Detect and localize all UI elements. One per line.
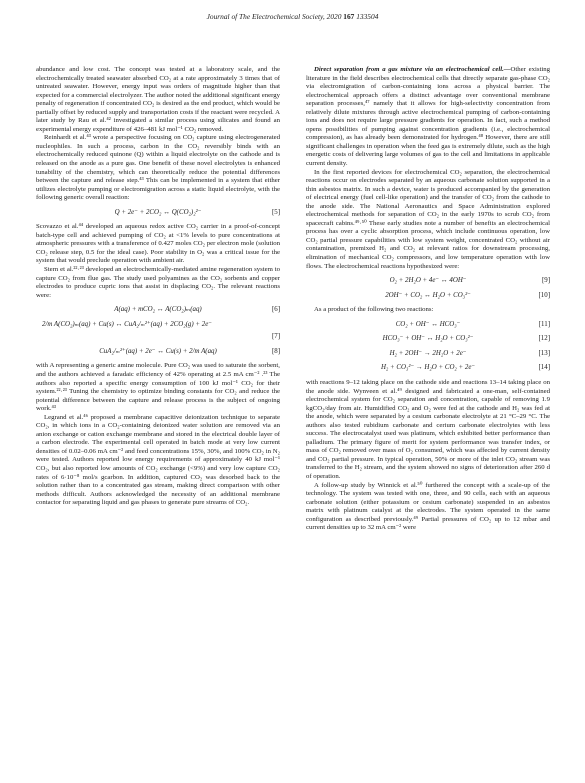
journal-volume: 167 bbox=[343, 12, 355, 21]
paragraph: abundance and low cost. The concept was tested at a laboratory scale, and the electrochemically treated seawater absorbed CO₂ at a rate approximately 3 times that of untreated seawater. However, energy input was orders of magnitude higher than that expected for a commercial electrolyzer. The author noted the additional significant energy penalty of regeneration if concentrated CO₂ is desired as the end product, which would be partially offset by reduced supply and transportation costs if the reactant were recycled. A later study by Rau et al.⁴² investigated a similar process using silicates and found an experimental energy expenditure of 426–481 kJ mol⁻¹ CO₂ removed. bbox=[36, 66, 280, 133]
equation-body: H₂ + CO₃²⁻ → H₂O + CO₂ + 2e⁻ bbox=[380, 364, 476, 372]
paragraph-text: Other existing literature in the field describes electrochemical cells that directly separate gas-phase CO₂ via electromigration of carbon-containing ions across a physical barrier. The electrochemical approach offers a distinct advantage over conventional membrane separation processes,⁴⁷ namely that it allows for high-selectivity concentration from relatively dilute mixtures through active electrochemical pumping of carbon-containing ions and does not require large pressure gradients for operation. In fact, such a method opens possibilities of pumping against concentration gradients (i.e., electrochemical compression), as has already been demonstrated for hydrogen.⁴⁸ However, there are still significant challenges in operation when the feed gas is extremely dilute, such as the high energetic costs of delivering large volumes of gas to the cell and limitations in applicable current density. bbox=[306, 66, 550, 168]
equation-8 bbox=[36, 348, 280, 357]
equation-number: [5] bbox=[271, 208, 280, 216]
paragraph: with reactions 9–12 taking place on the cathode side and reactions 13–14 taking place on the anode side. Wynveen et al.⁴⁹ designed and fabricated a one-man, self-contained electrochemical system for CO₂ separation and concentration, capable of removing 1.9 kgCO₂/day from air. Humidified CO₂ and O₂ were fed at the cathode and H₂ was fed at the anode, which were separated by a cesium carbonate electrolyte at 21 °C–29 °C. The authors also tested rubidium carbonate and cerium carbonate electrolytes with less success. The electrocatalyst used was platinum, which exhibited better performance than palladium. The primary figure of merit for system performance was transfer index, or mass of CO₂ removed over mass of O₂ consumed, which was affected by current density and CO₂ partial pressure. In typical operation, 50% or more of the inlet CO₂ stream was transferred to the H₂ stream, and the system showed no signs of deterioration after 260 d of operation. bbox=[306, 378, 550, 480]
paragraph: Legrand et al.⁴⁶ proposed a membrane capacitive deionization technique to separate CO₂, in which ions in a CO₂-containing deionized water solution are removed via an anion exchange or cation exchange membrane and stored in the electrical double layer of a carbon electrode. The experimental cell operated in batch mode at very low current densities of 0.02–0.06 mA cm⁻² and feed concentrations 15%, 30%, and 100% CO₂ in N₂ were tested. Authors reported low energy requirements of approximately 40 kJ mol⁻¹ CO₂, but also reported low amounts of CO₂ exchange (<9%) and very low capture CO₂ rates of 6·10⁻⁸ mol/s gcarbon. In addition, captured CO₂ was desorbed back to the solution rather than to a concentrated gas stream, making direct comparison with other methods difficult. Authors acknowledged the necessity of an additional membrane contactor for separating liquid and gas phases to generate pure streams of CO₂. bbox=[36, 413, 280, 507]
equation-7-number-row bbox=[36, 333, 280, 342]
equation-6 bbox=[36, 306, 280, 315]
article-number: 133504 bbox=[356, 12, 379, 21]
equation-body: H₂ + 2OH⁻ → 2H₂O + 2e⁻ bbox=[389, 349, 467, 357]
paragraph: Scovazzo et al.⁴⁴ developed an aqueous redox active CO₂ carrier in a proof-of-concept batch-type cell and achieved pumping of CO₂ at <1% levels to pure concentrations at atmospheric pressures with a transference of 0.427 moles CO₂ per electron mole (solution CO₂ release step, 0.5 for the ideal case). Poor stability in O₂ was a critical issue for the system that would preclude operation with ambient air. bbox=[36, 223, 280, 265]
equation-body: CuA₂/ₘ²⁺(aq) + 2e⁻ ↔ Cu(s) + 2/m A(aq) bbox=[99, 347, 217, 355]
paragraph bbox=[306, 66, 550, 169]
equation-number: [9] bbox=[541, 277, 550, 285]
equation-number: [6] bbox=[271, 306, 280, 314]
equation-number: [14] bbox=[538, 364, 550, 372]
equation-body: 2OH⁻ + CO₂ ↔ H₂O + CO₃²⁻ bbox=[385, 291, 471, 299]
equation-13 bbox=[306, 350, 550, 359]
left-column bbox=[36, 66, 280, 508]
paragraph: As a product of the following two reactions: bbox=[314, 306, 434, 314]
equation-7 bbox=[36, 321, 280, 330]
equation-12 bbox=[306, 335, 550, 344]
equation-9 bbox=[306, 277, 550, 286]
section-heading: Direct separation from a gas mixture via an electrochemical cell.— bbox=[314, 66, 511, 73]
paragraph: A follow-up study by Winnick et al.⁵⁰ furthered the concept with a scale-up of the technology. The system was tested with one, three, and 90 cells, each with an aqueous carbonate solution (either potassium or cesium carbonate) suspended in an asbestos matrix with platinum catalyst at the electrodes. The system operated in the same configuration as described previously.⁴⁹ Partial pressures of CO₂ up to 12 mbar and current densities up to 32 mA cm⁻² were bbox=[306, 481, 550, 532]
right-column bbox=[306, 66, 550, 533]
equation-number: [12] bbox=[538, 335, 550, 343]
equation-body: 2/m A(CO₂)ₘ(aq) + Cu(s) ↔ CuA₂/ₘ²⁺(aq) + 2CO₂(g) + 2e⁻ bbox=[42, 320, 212, 328]
journal-name: Journal of The Electrochemical Society, bbox=[206, 12, 325, 21]
equation-10 bbox=[306, 292, 550, 301]
equation-number: [11] bbox=[538, 320, 550, 328]
equation-14 bbox=[306, 364, 550, 373]
paragraph: Stern et al.²²·²³ developed an electrochemically-mediated amine regeneration system to capture CO₂ from flue gas. The study used polyamines as the CO₂ sorbents and copper electrodes to produce cupric ions that assist in displacing CO₂. The relevant reactions were: bbox=[36, 266, 280, 299]
equation-number: [7] bbox=[271, 333, 280, 341]
equation-number: [10] bbox=[538, 291, 550, 299]
journal-year: 2020 bbox=[326, 12, 342, 21]
equation-body: Q + 2e⁻ + 2CO₂ ↔ Q(CO₂)₂²⁻ bbox=[114, 208, 202, 216]
equation-number: [13] bbox=[538, 349, 550, 357]
equation-body: CO₂ + OH⁻ ↔ HCO₃⁻ bbox=[395, 320, 461, 328]
paragraph: In the first reported devices for electrochemical CO₂ separation, the electrochemical reactions occur on electrodes separated by an aqueous carbonate solution supported in a thin asbestos matrix. In such a device, water is produced accompanied by the generation of electrical energy (fuel cell-like operation) and the transfer of CO₂ from the cathode to the anode side. The National Aeronautics and Space Administration explored electrochemical methods for separation of CO₂ in the early 1970s to scrub CO₂ from spacecraft cabins.⁴⁹·⁵⁰ These early studies note a number of benefits an electrochemical process has over a cyclic absorption process, which include continuous operation, low CO₂ partial pressure capabilities with low system weight, concentrated CO₂ without air contamination, premixed H₂ and CO₂ at relevant ratios for downstream processing, elimination of mechanical CO₂ compressors, and low temperature operation with low flows. The electrochemical reactions hypothesized were: bbox=[306, 168, 550, 270]
paragraph: with A representing a generic amine molecule. Pure CO₂ was used to saturate the sorbent, and the authors achieved a faradaic efficiency of 42% operating at 2.5 mA cm⁻² .²³ The authors also reported a specific energy consumption of 100 kJ mol⁻¹ CO₂ for their system.²²·²³ Tuning the chemistry to optimize binding constants for CO₂ and reduce the potential difference between the capture and release process is the subject of ongoing work.⁴³ bbox=[36, 362, 280, 413]
equation-11 bbox=[306, 321, 550, 330]
equation-5 bbox=[36, 209, 280, 218]
running-header bbox=[0, 12, 585, 21]
equation-body: O₂ + 2H₂O + 4e⁻ ↔ 4OH⁻ bbox=[389, 277, 467, 285]
equation-body: HCO₃⁻ + OH⁻ ↔ H₂O + CO₃²⁻ bbox=[382, 335, 474, 343]
paragraph: Reinhardt et al.⁴³ wrote a perspective focusing on CO₂ capture using electrogenerated nucleophiles. In such a process, carbon in the CO₂ reversibly binds with an electrochemically reduced quinone (Q) within a liquid electrolyte on the cathode and is released on the anode as a pure gas. One benefit of these novel electrolytes is enhanced tunability of the chemistry, which can theoretically reduce the potential differences between the capture and release step.⁴³ This can be implemented in a system that either utilizes electrolyte pumping or electromigration across a static liquid electrolyte, with the following generic overall reaction: bbox=[36, 134, 280, 202]
equation-number: [8] bbox=[271, 347, 280, 355]
equation-body: A(aq) + mCO₂ ↔ A(CO₂)ₘ(aq) bbox=[114, 306, 202, 314]
